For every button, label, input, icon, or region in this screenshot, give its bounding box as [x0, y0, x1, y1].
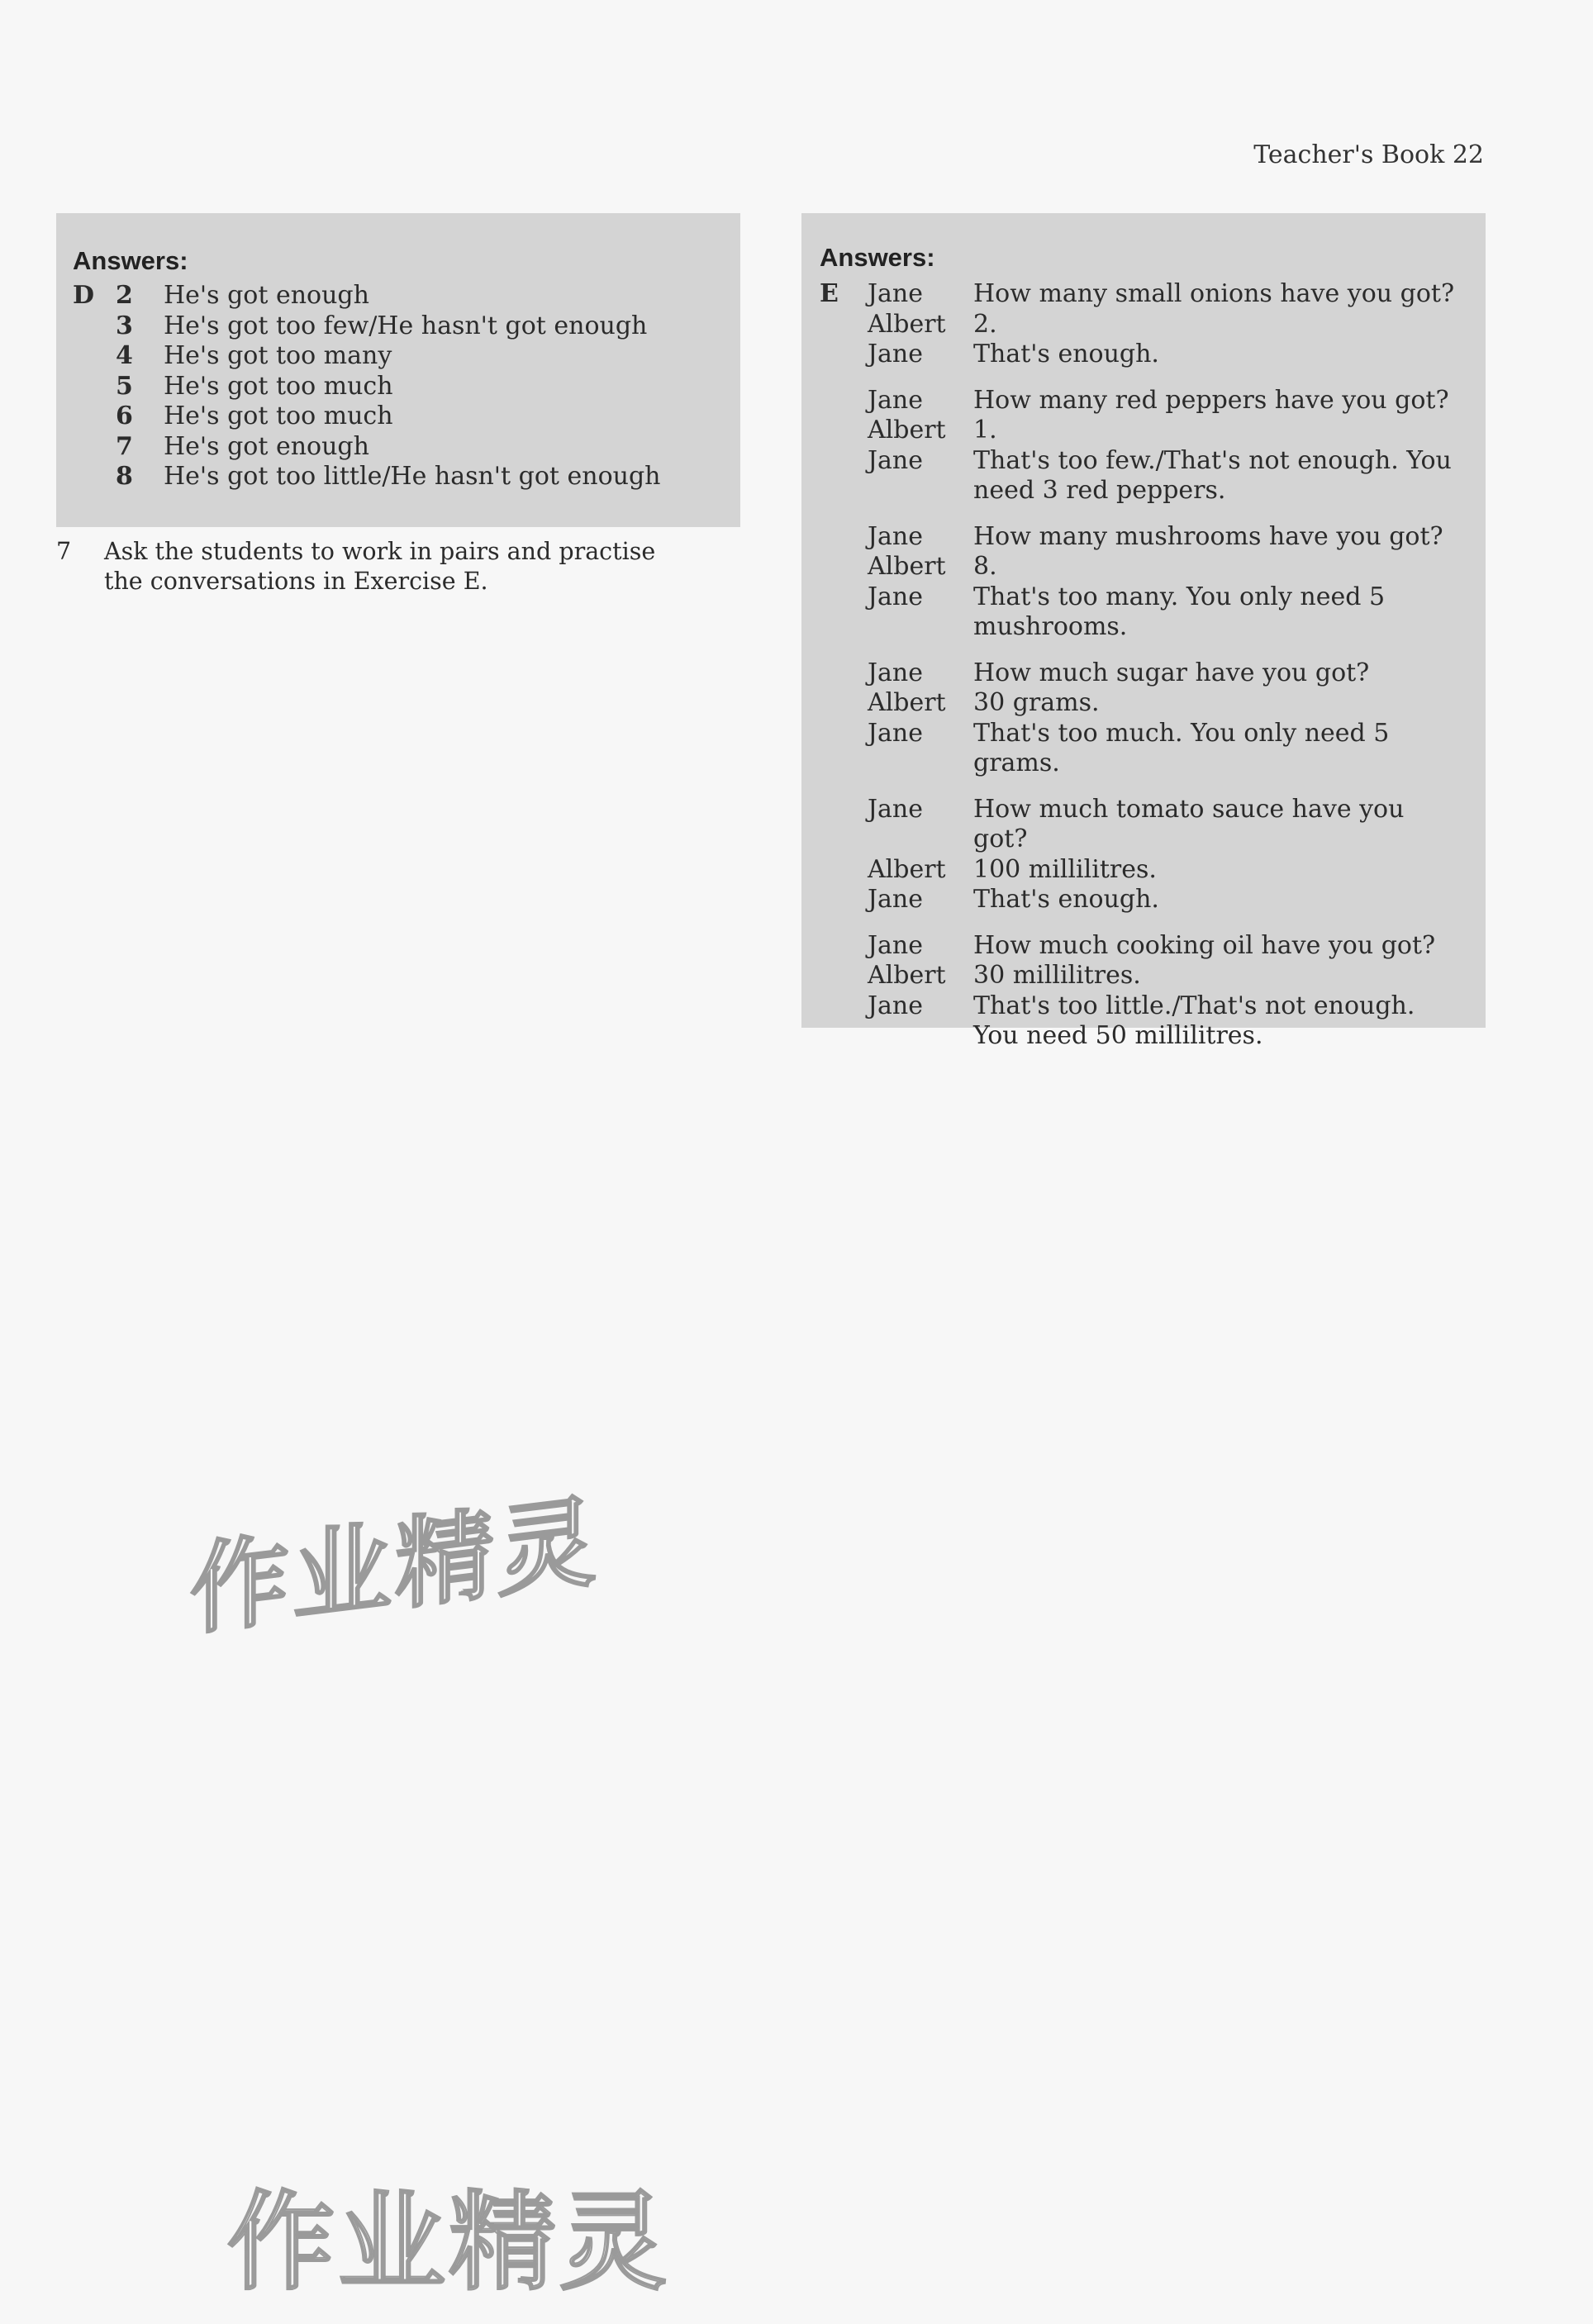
speaker: Jane: [868, 582, 923, 611]
list-item: [73, 402, 740, 432]
dialogue-line: [868, 961, 1462, 991]
dialogue-group: [868, 795, 1462, 915]
instruction-paragraph: [56, 537, 684, 596]
line-text: 1.: [973, 416, 997, 444]
item-text: He's got too few/He hasn't got enough: [164, 311, 648, 340]
speaker: Albert: [868, 552, 946, 581]
line-text: 2.: [973, 309, 997, 339]
list-item: [73, 341, 740, 372]
speaker: Jane: [868, 340, 923, 368]
line-text: How many small onions have you got?: [973, 279, 1455, 308]
speaker: Albert: [868, 416, 946, 444]
answers-title: Answers:: [73, 246, 188, 275]
list-item: [73, 432, 740, 463]
item-text: He's got too much: [164, 402, 393, 430]
dialogue-line: [868, 386, 1462, 416]
item-number: 7: [116, 431, 133, 461]
item-number: 5: [116, 371, 133, 401]
list-item: [73, 462, 740, 492]
item-text: He's got too little/He hasn't got enough: [164, 462, 661, 491]
list-item: [73, 311, 740, 342]
dialogue-line: [868, 931, 1462, 962]
line-text: How much tomato sauce have you got?: [973, 794, 1405, 853]
speaker: Jane: [868, 991, 923, 1020]
dialogue-line: [868, 552, 1462, 582]
dialogue-line: [868, 279, 1462, 310]
dialogue-group: [868, 279, 1462, 370]
instruction-number: 7: [56, 538, 72, 565]
dialogue-line: [868, 310, 1462, 340]
dialogue-line: [868, 416, 1462, 446]
dialogue-line: [868, 522, 1462, 553]
speaker: Jane: [868, 718, 923, 748]
line-text: 8.: [973, 552, 997, 581]
line-text: That's too many. You only need 5 mushrooms.: [973, 582, 1386, 641]
answer-list-d: [73, 281, 740, 492]
line-text: How much cooking oil have you got?: [973, 930, 1436, 960]
line-text: That's too little./That's not enough. You need 50 millilitres.: [973, 991, 1415, 1050]
speaker: Jane: [868, 885, 923, 914]
line-text: How much sugar have you got?: [973, 658, 1370, 687]
exercise-letter: E: [820, 279, 839, 308]
dialogue-line: [868, 582, 1462, 643]
answers-box-e: [801, 213, 1486, 1050]
dialogue-line: [868, 340, 1462, 370]
line-text: That's enough.: [973, 885, 1159, 914]
line-text: That's too few./That's not enough. You need 3 red peppers.: [973, 445, 1452, 505]
exercise-letter: D: [73, 281, 95, 310]
speaker: Albert: [868, 961, 946, 990]
dialogue-line: [868, 658, 1462, 689]
speaker: Albert: [868, 688, 946, 717]
speaker: Albert: [868, 854, 946, 884]
answers-title: Answers:: [820, 243, 935, 272]
item-number: 3: [116, 311, 133, 340]
item-text: He's got too many: [164, 341, 392, 370]
dialogue-group: [868, 658, 1462, 779]
line-text: How many red peppers have you got?: [973, 385, 1449, 415]
item-number: 4: [116, 341, 133, 370]
dialogue-line: [868, 855, 1462, 886]
page-header: Teacher's Book 22: [1253, 140, 1484, 169]
dialogue-list: [868, 279, 1462, 1067]
watermark-logo: 作业精灵: [190, 1484, 600, 1650]
line-text: 30 grams.: [973, 688, 1100, 717]
dialogue-group: [868, 931, 1462, 1052]
line-text: That's enough.: [973, 340, 1159, 368]
dialogue-line: [868, 885, 1462, 915]
line-text: That's too much. You only need 5 grams.: [973, 718, 1390, 777]
speaker: Jane: [868, 930, 923, 960]
item-text: He's got enough: [164, 281, 369, 310]
dialogue-line: [868, 795, 1462, 855]
speaker: Jane: [868, 521, 923, 551]
speaker: Albert: [868, 309, 946, 339]
dialogue-group: [868, 386, 1462, 506]
item-text: He's got enough: [164, 431, 369, 461]
item-number: 8: [116, 462, 133, 491]
line-text: How many mushrooms have you got?: [973, 521, 1443, 551]
dialogue-line: [868, 688, 1462, 719]
speaker: Jane: [868, 445, 923, 475]
item-number: 6: [116, 402, 133, 430]
speaker: Jane: [868, 794, 923, 824]
list-item: [73, 281, 740, 311]
instruction-text: Ask the students to work in pairs and practise the conversations in Exercise E.: [104, 538, 656, 595]
answers-box-d: [56, 213, 740, 527]
speaker: Jane: [868, 279, 923, 308]
watermark-logo: 作业精灵: [227, 2179, 671, 2305]
dialogue-line: [868, 991, 1462, 1052]
dialogue-line: [868, 719, 1462, 779]
line-text: 100 millilitres.: [973, 854, 1157, 884]
item-number: 2: [116, 281, 133, 310]
item-text: He's got too much: [164, 371, 393, 401]
dialogue-line: [868, 446, 1462, 506]
line-text: 30 millilitres.: [973, 961, 1141, 990]
dialogue-group: [868, 522, 1462, 643]
speaker: Jane: [868, 658, 923, 687]
speaker: Jane: [868, 385, 923, 415]
list-item: [73, 372, 740, 402]
